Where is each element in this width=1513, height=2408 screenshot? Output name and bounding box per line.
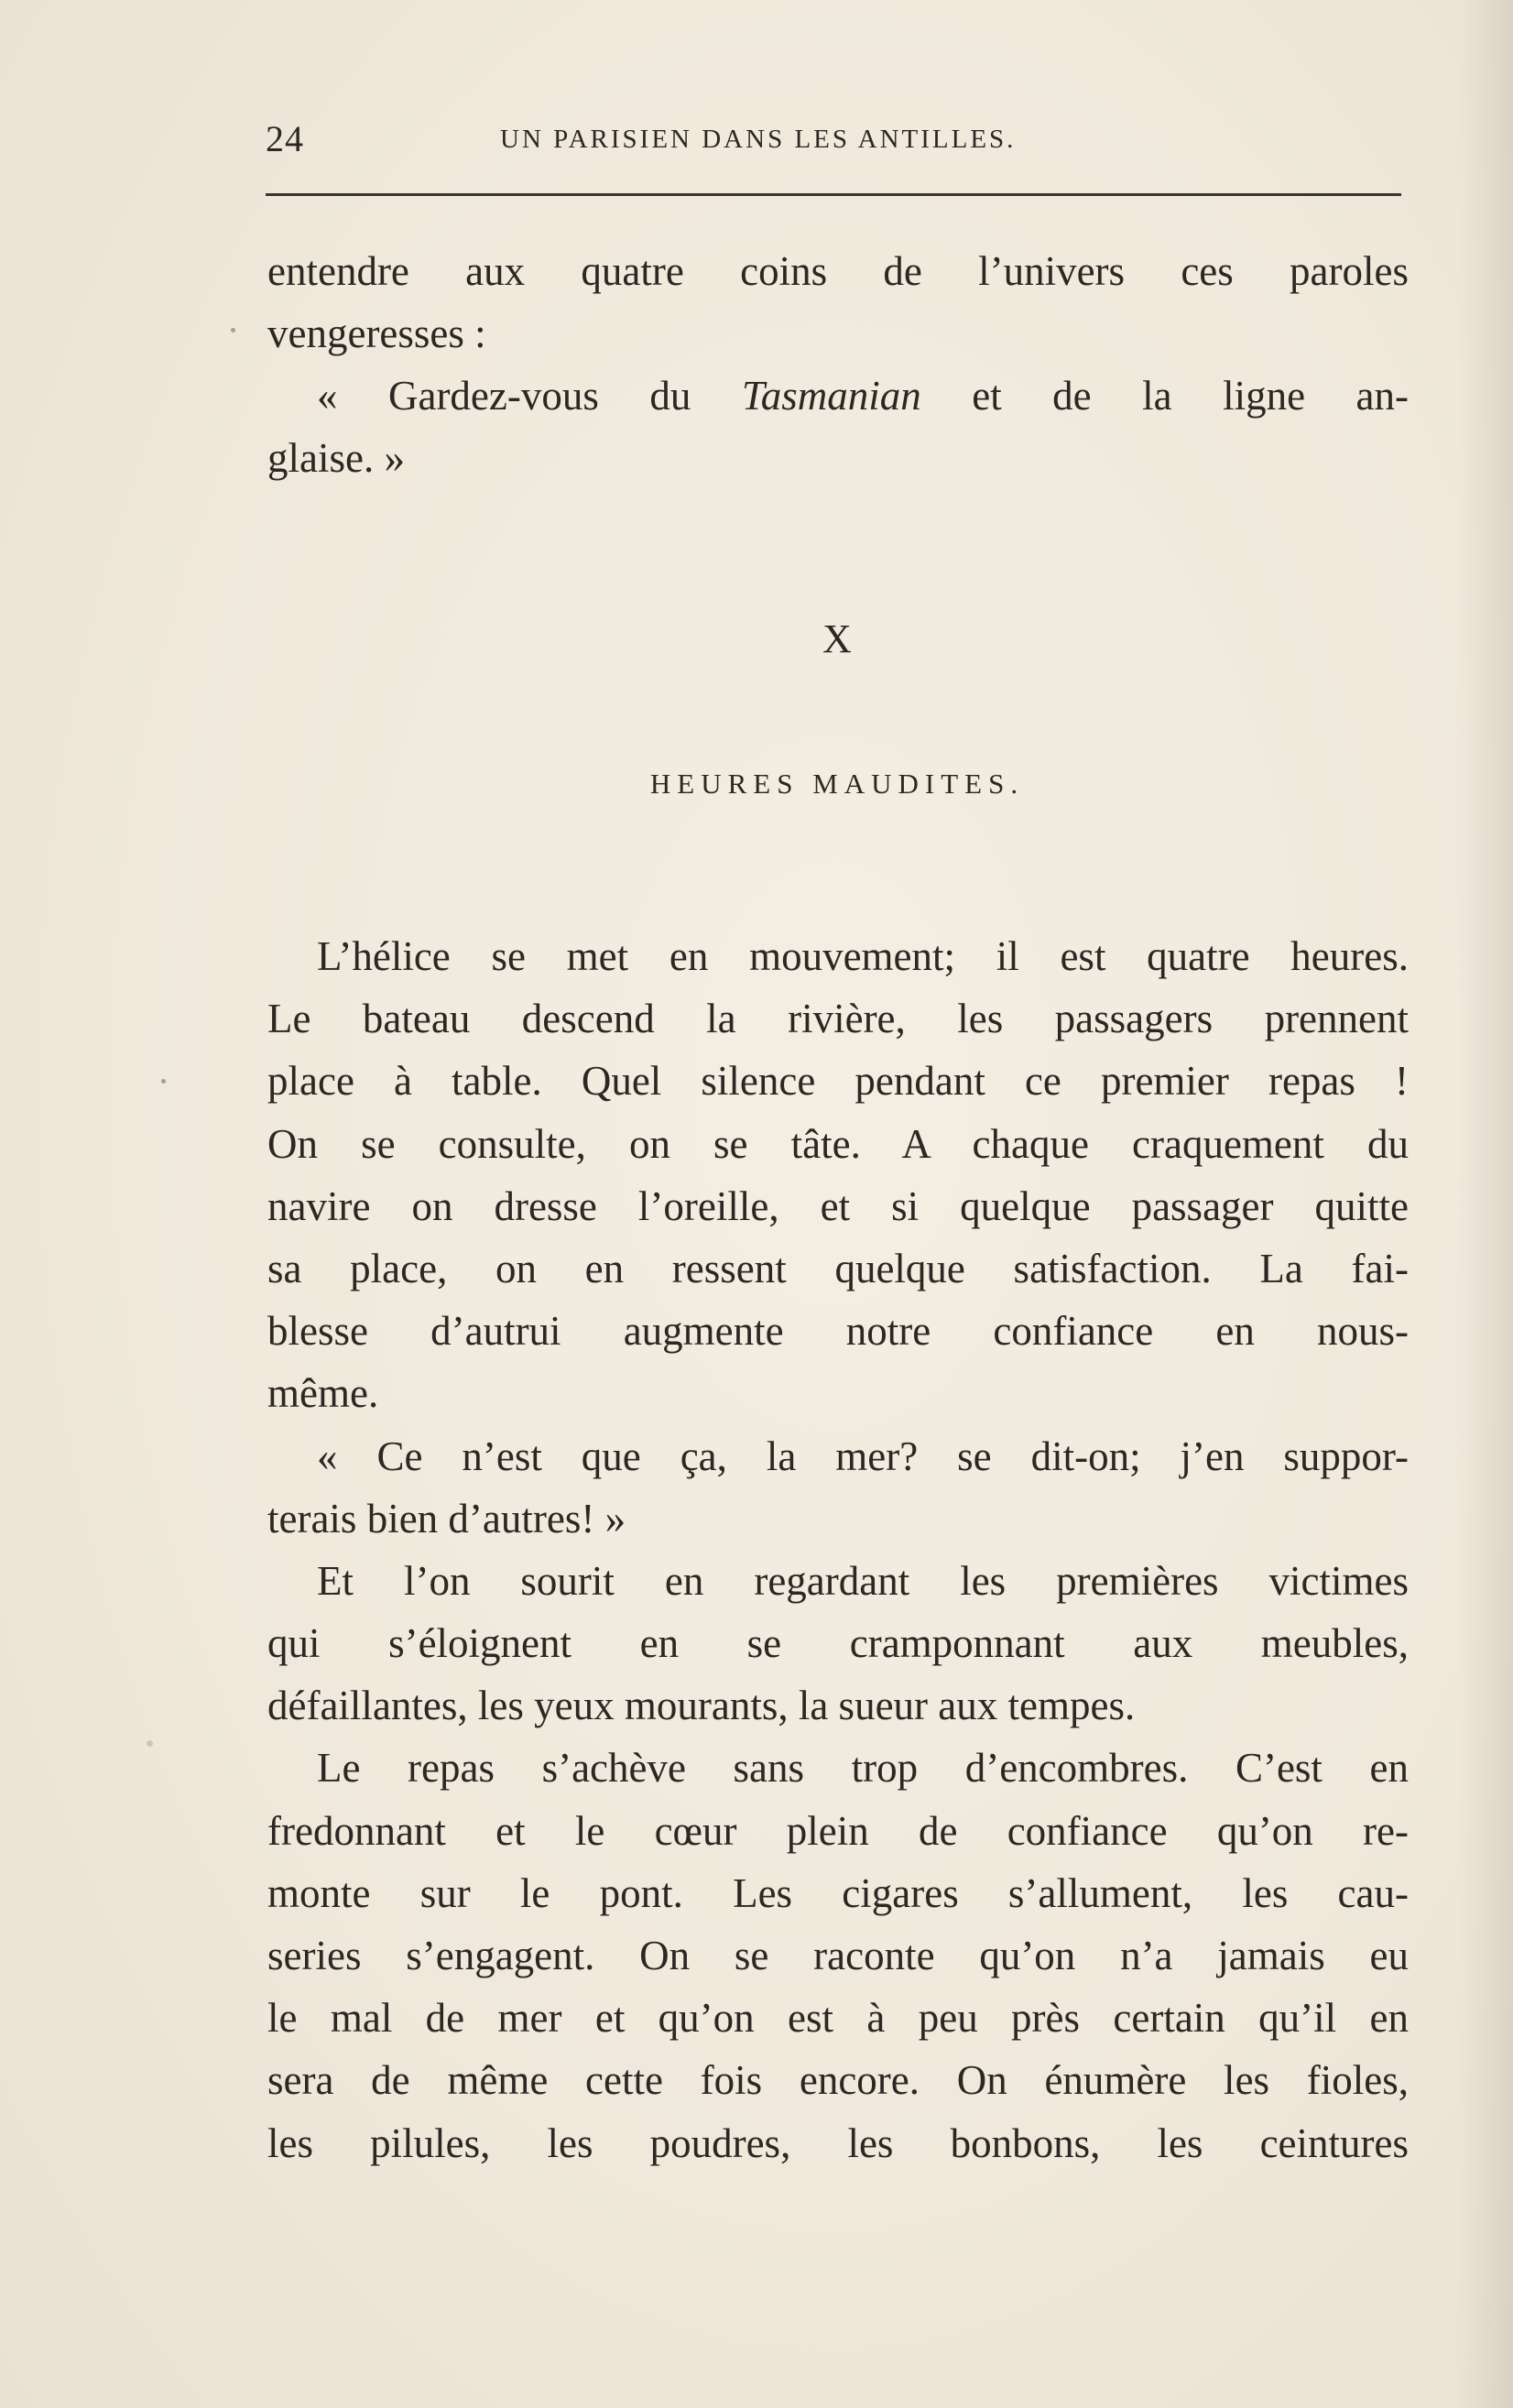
- text-line: blesse d’autrui augmente notre confiance en nous-: [267, 1308, 1409, 1355]
- ship-name: Tasmanian: [741, 373, 921, 419]
- text-line: glaise. »: [267, 435, 405, 481]
- text-line: fredonnant et le cœur plein de confiance qu’on re-: [267, 1807, 1409, 1854]
- page-edge-shadow: [1458, 0, 1513, 2408]
- text-line: les pilules, les poudres, les bonbons, les ceintures: [267, 2119, 1409, 2166]
- text-line: series s’engagent. On se raconte qu’on n’a jamais eu: [267, 1933, 1409, 1978]
- text-line: le mal de mer et qu’on est à peu près certain qu’il en: [267, 1995, 1409, 2042]
- text-line: Le bateau descend la rivière, les passagers prennent: [267, 996, 1409, 1042]
- paper-speck: [147, 1740, 153, 1747]
- text-line: place à table. Quel silence pendant ce premier repas !: [267, 1058, 1409, 1105]
- text-segment: et de la ligne an-: [920, 373, 1409, 419]
- paper-speck: [231, 328, 235, 332]
- chapter-numeral: X: [822, 616, 852, 661]
- chapter-body: [267, 925, 1409, 2174]
- text-line: terais bien d’autres! »: [267, 1495, 626, 1542]
- page-number: 24: [266, 118, 304, 159]
- text-line: entendre aux quatre coins de l’univers ces paroles: [267, 248, 1409, 294]
- header-rule: [266, 193, 1401, 196]
- paper-speck: [161, 1079, 166, 1084]
- text-line: Et l’on sourit en regardant les premières victimes: [317, 1557, 1409, 1604]
- intro-paragraphs: [267, 240, 1409, 489]
- text-line: navire on dresse l’oreille, et si quelque passager quitte: [267, 1182, 1409, 1229]
- text-line: même.: [267, 1370, 379, 1417]
- chapter-title: HEURES MAUDITES.: [649, 768, 1025, 800]
- text-line: qui s’éloignent en se cramponnant aux meubles,: [267, 1620, 1409, 1667]
- text-line: sera de même cette fois encore. On énumère les fioles,: [267, 2057, 1409, 2104]
- text-line: L’hélice se met en mouvement; il est quatre heures.: [317, 933, 1409, 979]
- text-line: Le repas s’achève sans trop d’encombres. C’est en: [317, 1745, 1409, 1792]
- running-header: [266, 117, 1410, 163]
- text-line: « Ce n’est que ça, la mer? se dit-on; j’en suppor-: [317, 1433, 1409, 1479]
- text-line: défaillantes, les yeux mourants, la sueur aux tempes.: [267, 1683, 1136, 1729]
- text-line: monte sur le pont. Les cigares s’allument, les cau-: [267, 1869, 1409, 1916]
- text-line: [267, 365, 1409, 427]
- text-segment: « Gardez-vous du: [317, 373, 742, 419]
- running-title: UN PARISIEN DANS LES ANTILLES.: [500, 125, 1017, 154]
- text-line: sa place, on en ressent quelque satisfaction. La fai-: [267, 1245, 1409, 1291]
- text-line: On se consulte, on se tâte. A chaque craquement du: [267, 1120, 1409, 1167]
- text-line: vengeresses :: [267, 311, 486, 356]
